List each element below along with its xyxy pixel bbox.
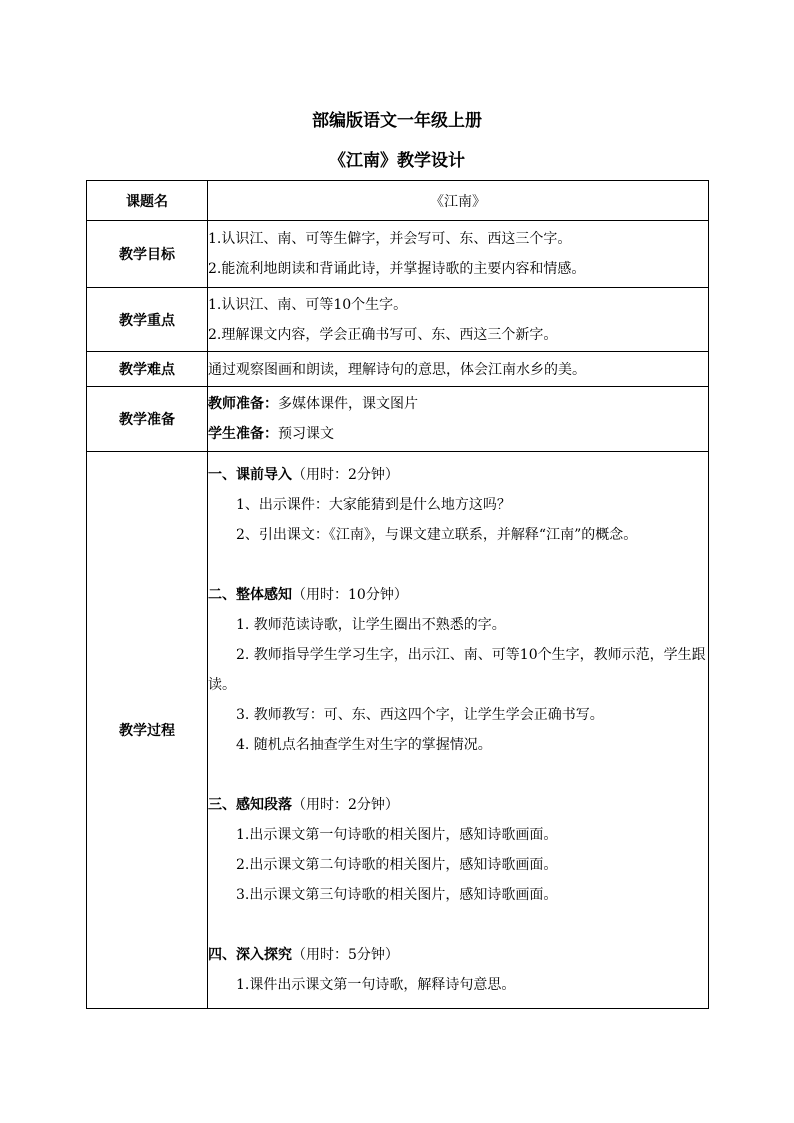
section-heading bbox=[208, 790, 708, 820]
row-label-preparation: 教学准备 bbox=[87, 387, 208, 452]
key-point-item: 1.认识江、南、可等10个生字。 bbox=[208, 296, 408, 313]
goal-item: 1.认识江、南、可等生僻字，并会写可、东、西这三个字。 bbox=[208, 231, 572, 247]
document-subtitle: 《江南》教学设计 bbox=[329, 151, 465, 171]
section-title: 三、感知段落 bbox=[208, 797, 292, 813]
teacher-preparation-value: 多媒体课件，课文图片 bbox=[278, 396, 418, 412]
key-points-cell bbox=[208, 288, 709, 352]
section-time: （用时：2分钟） bbox=[292, 797, 399, 813]
process-item: 2. 教师指导学生学习生字，出示江、南、可等10个生字，教师示范，学生跟读。 bbox=[208, 647, 706, 693]
teacher-preparation-label: 教师准备： bbox=[208, 396, 278, 412]
process-item: 1.出示课文第一句诗歌的相关图片，感知诗歌画面。 bbox=[236, 827, 558, 843]
student-preparation bbox=[208, 419, 708, 449]
process-item: 1.课件出示课文第一句诗歌，解释诗句意思。 bbox=[236, 977, 516, 993]
table-row-process bbox=[87, 452, 709, 1009]
section-heading bbox=[208, 940, 708, 970]
process-item: 2.出示课文第二句诗歌的相关图片，感知诗歌画面。 bbox=[236, 857, 558, 873]
difficulty-value: 通过观察图画和朗读，理解诗句的意思，体会江南水乡的美。 bbox=[208, 352, 709, 387]
section-title: 二、整体感知 bbox=[208, 587, 292, 603]
process-item: 3. 教师教写：可、东、西这四个字，让学生学会正确书写。 bbox=[236, 707, 604, 723]
process-item: 1. 教师范读诗歌，让学生圈出不熟悉的字。 bbox=[236, 617, 506, 633]
process-item: 2、引出课文：《江南》，与课文建立联系，并解释“江南”的概念。 bbox=[236, 527, 638, 543]
process-item: 3.出示课文第三句诗歌的相关图片，感知诗歌画面。 bbox=[236, 887, 558, 903]
section-time: （用时：5分钟） bbox=[292, 947, 399, 963]
row-label-goals: 教学目标 bbox=[87, 221, 208, 288]
section-time: （用时：2分钟） bbox=[292, 467, 399, 483]
document-title: 部编版语文一年级上册 bbox=[312, 111, 482, 131]
table-row-topic bbox=[87, 181, 709, 221]
student-preparation-label: 学生准备： bbox=[208, 426, 278, 442]
section-heading bbox=[208, 580, 708, 610]
row-label-difficulty: 教学难点 bbox=[87, 352, 208, 387]
section-heading bbox=[208, 460, 708, 490]
section-title: 四、深入探究 bbox=[208, 947, 292, 963]
table-row-difficulty bbox=[87, 352, 709, 387]
row-label-key-points: 教学重点 bbox=[87, 288, 208, 352]
section-spacer bbox=[208, 760, 708, 790]
topic-value: 《江南》 bbox=[208, 181, 709, 221]
process-item: 4. 随机点名抽查学生对生字的掌握情况。 bbox=[236, 737, 492, 753]
process-cell bbox=[208, 452, 709, 1009]
student-preparation-value: 预习课文 bbox=[278, 426, 334, 442]
preparation-cell bbox=[208, 387, 709, 452]
table-row-preparation bbox=[87, 387, 709, 452]
goals-cell bbox=[208, 221, 709, 288]
process-item: 1、出示课件：大家能猜到是什么地方这吗？ bbox=[236, 497, 511, 513]
section-time: （用时：10分钟） bbox=[292, 587, 408, 603]
section-spacer bbox=[208, 910, 708, 940]
section-title: 一、课前导入 bbox=[208, 467, 292, 483]
goal-item: 2.能流利地朗读和背诵此诗，并掌握诗歌的主要内容和情感。 bbox=[208, 261, 586, 277]
row-label-topic: 课题名 bbox=[87, 181, 208, 221]
row-label-process: 教学过程 bbox=[87, 452, 208, 1009]
table-row-goals bbox=[87, 221, 709, 288]
key-point-item: 2.理解课文内容，学会正确书写可、东、西这三个新字。 bbox=[208, 326, 558, 343]
table-row-key-points bbox=[87, 288, 709, 352]
teacher-preparation bbox=[208, 389, 708, 419]
lesson-plan-table bbox=[86, 180, 709, 1009]
section-spacer bbox=[208, 550, 708, 580]
